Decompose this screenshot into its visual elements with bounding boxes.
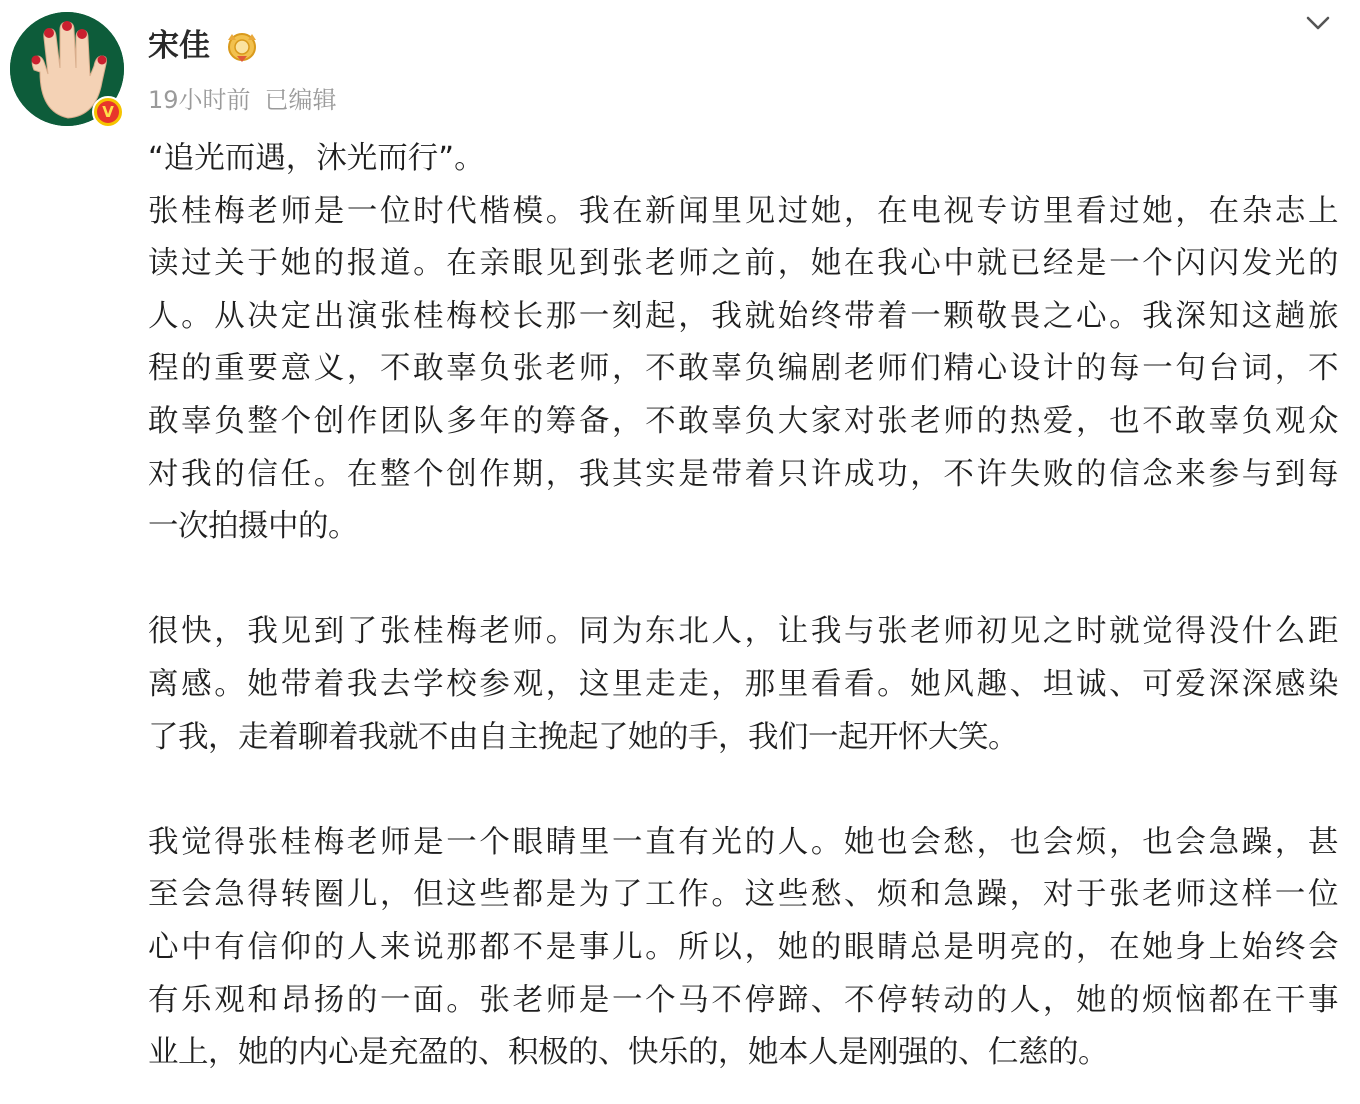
- text-line: 离感。她带着我去学校参观，这里走走，那里看看。她风趣、坦诚、可爱深深感染: [148, 666, 1338, 702]
- username[interactable]: 宋佳: [148, 28, 210, 64]
- paragraph-gap: [148, 554, 1338, 607]
- paragraph-3: [148, 817, 1338, 1080]
- post-body: [148, 133, 1338, 1080]
- text-line: 很快，我见到了张桂梅老师。同为东北人，让我与张老师初见之时就觉得没什么距: [148, 614, 1338, 650]
- post-quote: “追光而遇，沐光而行”。: [148, 141, 485, 176]
- verified-v-icon: V: [92, 96, 124, 128]
- post-meta: [148, 82, 337, 118]
- text-line: 有乐观和昂扬的一面。张老师是一个马不停蹄、不停转动的人，她的烦恼都在干事: [148, 982, 1338, 1018]
- text-line: 读过关于她的报道。在亲眼见到张老师之前，她在我心中就已经是一个闪闪发光的: [148, 246, 1338, 282]
- gold-user-badge-icon[interactable]: [222, 28, 262, 64]
- text-line: 我觉得张桂梅老师是一个眼睛里一直有光的人。她也会愁，也会烦，也会急躁，甚: [148, 824, 1338, 860]
- text-line: 张桂梅老师是一位时代楷模。我在新闻里见过她，在电视专访里看过她，在杂志上: [148, 193, 1338, 229]
- text-line: 心中有信仰的人来说那都不是事儿。所以，她的眼睛总是明亮的，在她身上始终会: [148, 929, 1338, 965]
- paragraph-2: [148, 606, 1338, 764]
- text-line: 至会急得转圈儿，但这些都是为了工作。这些愁、烦和急躁，对于张老师这样一位: [148, 877, 1338, 913]
- paragraph-gap: [148, 764, 1338, 817]
- post-time[interactable]: 19小时前: [148, 86, 251, 114]
- paragraph-1: [148, 186, 1338, 554]
- edited-label[interactable]: 已编辑: [264, 86, 337, 114]
- text-line: 了我，走着聊着我就不由自主挽起了她的手，我们一起开怀大笑。: [148, 719, 1018, 755]
- text-line: 业上，她的内心是充盈的、积极的、快乐的，她本人是刚强的、仁慈的。: [148, 1035, 1108, 1071]
- text-line: 程的重要意义，不敢辜负张老师，不敢辜负编剧老师们精心设计的每一句台词，不: [148, 351, 1338, 387]
- text-line: 一次拍摄中的。: [148, 509, 358, 545]
- chevron-down-icon[interactable]: [1300, 8, 1336, 38]
- text-line: 对我的信任。在整个创作期，我其实是带着只许成功，不许失败的信念来参与到每: [148, 456, 1338, 492]
- text-line: 人。从决定出演张桂梅校长那一刻起，我就始终带着一颗敬畏之心。我深知这趟旅: [148, 298, 1338, 334]
- text-line: 敢辜负整个创作团队多年的筹备，不敢辜负大家对张老师的热爱，也不敢辜负观众: [148, 403, 1338, 439]
